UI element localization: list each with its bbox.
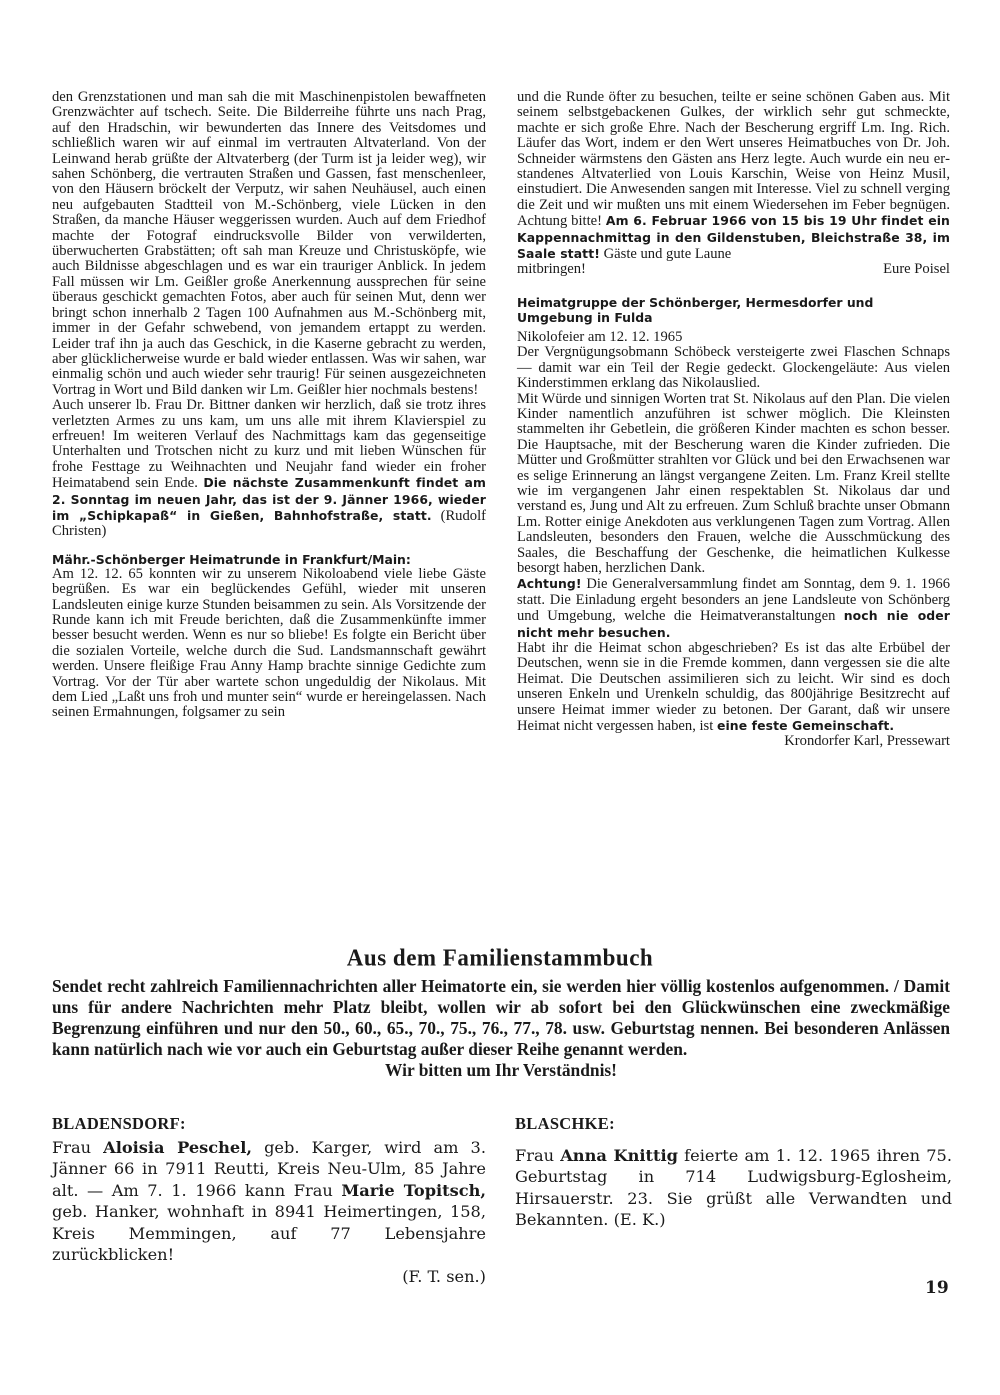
- announcement-bold: Die nächste Zusammenkunft findet am 2. Sonntag im neuen Jahr, das ist der 9. Jänner 1966, wieder im „Schipkapaß“ in Gießen, Bahnhofstraße, statt.: [52, 475, 487, 523]
- person-name: Aloisia Peschel,: [103, 1137, 252, 1157]
- entry-text: Frau Anna Knittig feierte am 1. 12. 1965 ihren 75. Geburtstag in 714 Ludwigsburg-Eglosheim, Hirsauerstr. 23. Sie grüßt alle Verwandten und Bekannten. (E. K.): [515, 1145, 952, 1229]
- article-paragraph: Auch unserer lb. Frau Dr. Bittner danken wir herzlich, daß sie trotz ihres verletzten Armes zu uns kam, um uns alle mit ihrem Klavierspiel zu erfreuen! Im weiteren Verlauf des Nachmittags kam das gegenseitige Unterhalten und Trotschen nicht zu kurz und mit lieben Wünschen für frohe Festtage zu Weihnachten und Neujahr fand wieder ein froher Heimatabend sein Ende. Die nächste Zusammenkunft findet am 2. Sonntag im neuen Jahr, das ist der 9. Jänner 1966, wieder im „Schipkapaß“ in Gießen, Bahnhofstraße, statt. (Rudolf Christen): [52, 397, 487, 540]
- attention-label: Achtung!: [517, 576, 582, 592]
- page-number: 19: [925, 1278, 949, 1298]
- entry-signature: (F. T. sen.): [402, 1266, 486, 1286]
- article-paragraph: Am 12. 12. 65 konnten wir zu unserem Nikoloabend viele liebe Gäste begrüßen. Es war ein beglückendes Gefühl, wieder mit unseren Landsleuten einige kurze Stunden beisammen zu sein. Als Vorsitzende der Runde kann ich mit Freude berichten, daß die Zusammenkünfte immer besser besucht werden. Wenn es nur so bliebe! Es folgte ein Bericht über die sozialen Vorteile, welche durch die Sud. Landsmannschaft gewährt werden. Unsere fleißige Frau Anny Hamp brachte sinnige Gedichte zum Vortrag. Vor der Tür aber wartete schon ungeduldig der Nikolaus. Mit dem Lied „Laßt uns froh und munter sein“ wurde er hereingelassen. Nach seinen Ermahnungen, folgsamer zu sein: [52, 565, 486, 721]
- family-section-title: Aus dem Familienstammbuch: [346, 944, 654, 971]
- event-date: Nikolofeier am 12. 12. 1965: [517, 328, 683, 345]
- left-column: [52, 90, 486, 721]
- family-section-closing: Wir bitten um Ihr Verständnis!: [385, 1060, 617, 1080]
- entry-place: BLASCHKE:: [515, 1114, 615, 1133]
- article-paragraph: und die Runde öfter zu besuchen, teilte er seine schönen Gaben aus. Mit seinem selbstgebackenen Gulkes, der wirklich sehr gut schmeckte, machte er sich große Ehre. Nach der Bescherung ergriff Lm. Ing. Rich. Läufer das Wort, indem er den Wert unseres Heimatbuches von Dr. Joh. Schneider wärmstens den Gästen ans Herz legte. Auch wurde ein neu erstandenes Altvaterlied von Louis Karschin, Weise von Heinz Musil, einstudiert. Die Anwesenden sangen mit Interesse. Viel zu schnell verging die Zeit und wir mußten uns mit einem Wiedersehen im Feber begnügen. Achtung bitte! Am 6. Februar 1966 von 15 bis 19 Uhr findet ein Kappennachmittag in den Gildenstuben, Bleichstraße 38, im Saale statt! Gäste und gute Laune: [517, 89, 950, 263]
- entry-place: BLADENSDORF:: [52, 1114, 186, 1133]
- person-name: Marie Topitsch,: [341, 1180, 487, 1200]
- family-section-intro: Sendet recht zahlreich Familiennachrichten aller Heimatorte ein, sie werden hier völlig kostenlos aufgenommen. / Damit uns für andere Nachrichten mehr Platz bleibt, wollen wir ab sofort bei den Glückwünschen eine zweckmäßige Begrenzung einführen und nur den 50., 60., 65., 70., 75., 76., 77., 78. usw. Geburtstag nennen. Bei besonderen Anlässen kann natürlich nach wie vor auch ein Geburtstag außer dieser Reihe genannt werden. Wir bitten um Ihr Verständnis!: [52, 976, 950, 1080]
- announcement-bold: Am 6. Februar 1966 von 15 bis 19 Uhr findet ein Kappennachmittag in den Gildenstuben, Bleichstraße 38, im Saale statt!: [517, 213, 950, 262]
- signature-line: mitbringen! Eure Poisel: [517, 261, 950, 278]
- article-paragraph: Habt ihr die Heimat schon abgeschrieben? Es ist das alte Erbübel der Deutschen, wenn sie in die Fremde kommen, dann vergessen sie die alte Heimat. Die Deutschen assimilieren sich zu leicht. Wir sind es doch unseren Enkeln und Urenkeln schuldig, das 800jährige Besitzrecht auf unsere Heimat immer wieder zu betonen. Der Garant, daß wir unsere Heimat nicht vergessen haben, ist eine feste Gemeinschaft.: [517, 640, 950, 735]
- author-signature: Krondorfer Karl, Pressewart: [784, 733, 950, 750]
- section-heading: Heimatgruppe der Schönberger, Hermesdorfer und Umgebung in Fulda: [517, 294, 874, 325]
- family-entry: [52, 1113, 486, 1287]
- author-signature: Eure Poisel: [883, 261, 950, 278]
- person-name: Anna Knittig: [560, 1145, 678, 1165]
- article-paragraph: den Grenzstationen und man sah die mit Maschinenpistolen bewaffneten Grenzwächter auf tschech. Seite. Die Bilderreihe führte uns nach Prag, auf den Hradschin, wir bewunderten das Innere des Veitsdomes und schließlich waren wir auf einmal im vertrauten Altvaterland. Von der Leinwand herab grüßte der Altvaterberg (der Turm ist ja leider weg), wir sahen Schönberg, die vertrauten Straßen und Gassen, fast menschenleer, von den Häusern bröckelt der Verputz, wir sahen Neuhäusel, auch einen neu aufgebauten Stadtteil von M.-Schönberg, viele Lücken in den Straßen, da manche Häuser weggerissen wurden. Auch auf dem Friedhof machte der Fotograf eindrucksvolle Bilder von verwilderten, überwucherten Grabstätten; oft sah man Kreuze und Christusköpfe, wie auch Bildnisse abgeschlagen und es war ein trauriger Anblick. In jedem Fall müssen wir Lm. Geißler große Anerkennung aussprechen für seine überaus geschickt gemachten Fotos, aber auch für seinen Mut, denn wer bringt schon innerhalb 2 Tagen 100 Aufnahmen aus M.-Schönberg mit, immer in der Gefahr schwebend, von jemandem ertappt zu werden. Leider traf ihn ja auch das Geschick, in die Kaserne gebracht zu werden, aber glücklicherweise wurde er bald wieder entlassen. Was wir sahen, war einmalig schön und auch wieder sehr traurig! Für seinen ausgezeichneten Vortrag in Wort und Bild danken wir Lm. Geißler hier nochmals bestens!: [52, 89, 486, 398]
- article-paragraph: Der Vergnügungsobmann Schöbeck versteigerte zwei Flaschen Schnaps — damit war ein Teil der Regie gedeckt. Glockengeläute: Aus vielen Kinderstimmen erklang das Nikolauslied.: [517, 344, 950, 392]
- right-column: [517, 90, 950, 750]
- article-paragraph: Achtung! Die Generalversammlung findet am Sonntag, dem 9. 1. 1966 statt. Die Einladung ergeht besonders an jene Landsleute von Schönberg und Umgebung, welche die Heimatveranstaltungen noch nie oder nicht mehr besuchen.: [517, 576, 950, 640]
- family-entry: [515, 1113, 952, 1231]
- section-heading: Mähr.-Schönberger Heimatrunde in Frankfurt/Main:: [52, 551, 411, 567]
- entry-text: Frau Aloisia Peschel, geb. Karger, wird am 3. Jänner 66 in 7911 Reutti, Kreis Neu-Ulm, 85 Jahre alt. — Am 7. 1. 1966 kann Frau Marie Topitsch, geb. Hanker, wohnhaft in 8941 Heimertingen, 158, Kreis Memmingen, auf 77 Lebensjahre zurückblicken!: [52, 1137, 487, 1264]
- article-paragraph: Mit Würde und sinnigen Worten trat St. Nikolaus auf den Plan. Die vielen Kinder namentlich anzuführen ist schwer möglich. Die Kleinsten stammelten ihr Gebetlein, die größeren Kinder machten es schon besser. Die Hauptsache, mit der Bescherung waren die Kinder zufrieden. Die Mütter und Großmütter strahlten vor Glück und bei den Erwachsenen war es selige Erinnerung an längst vergangene Zeiten. Lm. Franz Kreil stellte wie im vergangenen Jahr einen respektablen St. Nikolaus dar und verstand es, Jung und Alt zu erfreuen. Zum Schluß brachte unser Obmann Lm. Rotter einige Anekdoten aus verklungenen Tagen zum Vortrag. Allen Landsleuten, besonders den Frauen, welche die Ausschmückung des Saales, die Beschaffung der Geschenke, die heimatlichen Kulkesse besorgt haben, herzlichen Dank.: [517, 390, 950, 576]
- author-signature: (Rudolf Christen): [52, 507, 486, 540]
